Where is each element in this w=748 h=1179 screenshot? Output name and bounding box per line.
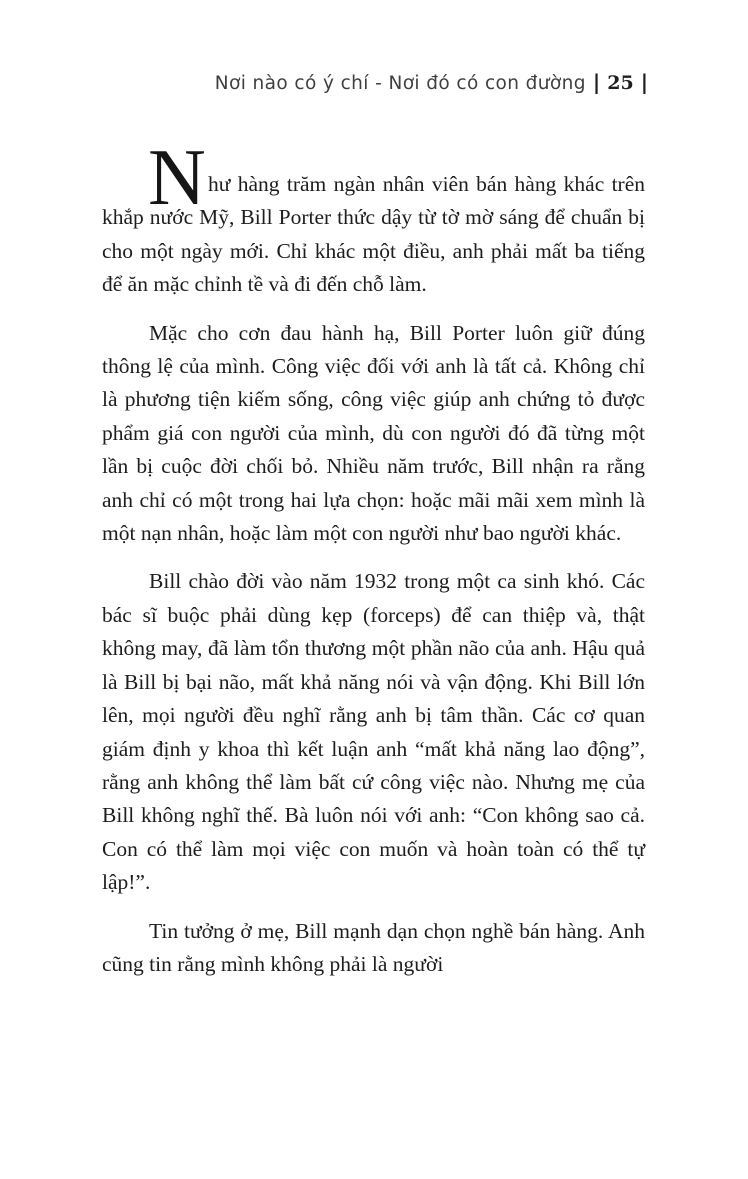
header-separator-bar: | — [592, 70, 601, 94]
paragraph — [102, 134, 645, 302]
paragraph: Mặc cho cơn đau hành hạ, Bill Porter luôn giữ đúng thông lệ của mình. Công việc đối với anh là tất cả. Không chỉ là phương tiện kiếm sống, công việc giúp anh chứng tỏ được phẩm giá con người của mình, dù con người đó đã từng một lần bị cuộc đời chối bỏ. Nhiều năm trước, Bill nhận ra rằng anh chỉ có một trong hai lựa chọn: hoặc mãi mãi xem mình là một nạn nhân, hoặc làm một con người như bao người khác. — [102, 320, 645, 546]
header-separator-bar: | — [640, 70, 648, 94]
page-body — [102, 134, 645, 996]
paragraph-text: hư hàng trăm ngàn nhân viên bán hàng khác trên khắp nước Mỹ, Bill Porter thức dậy từ tờ mờ sáng để chuẩn bị cho một ngày mới. Chỉ khác một điều, anh phải mất ba tiếng để ăn mặc chỉnh tề và đi đến chỗ làm. — [102, 172, 645, 297]
paragraph: Tin tưởng ở mẹ, Bill mạnh dạn chọn nghề bán hàng. Anh cũng tin rằng mình không phải là người — [102, 918, 645, 976]
page-number: 25 — [607, 72, 634, 94]
running-header — [102, 70, 648, 94]
paragraph: Bill chào đời vào năm 1932 trong một ca sinh khó. Các bác sĩ buộc phải dùng kẹp (forceps) để can thiệp và, thật không may, đã làm tổn thương một phần não của anh. Hậu quả là Bill bị bại não, mất khả năng nói và vận động. Khi Bill lớn lên, mọi người đều nghĩ rằng anh bị tâm thần. Các cơ quan giám định y khoa thì kết luận anh “mất khả năng lao động”, rằng anh không thể làm bất cứ công việc nào. Nhưng mẹ của Bill không nghĩ thế. Bà luôn nói với anh: “Con không sao cả. Con có thể làm mọi việc con muốn và hoàn toàn có thể tự lập!”. — [102, 569, 645, 895]
drop-cap: N — [148, 134, 206, 222]
running-title: Nơi nào có ý chí - Nơi đó có con đường — [214, 73, 586, 94]
